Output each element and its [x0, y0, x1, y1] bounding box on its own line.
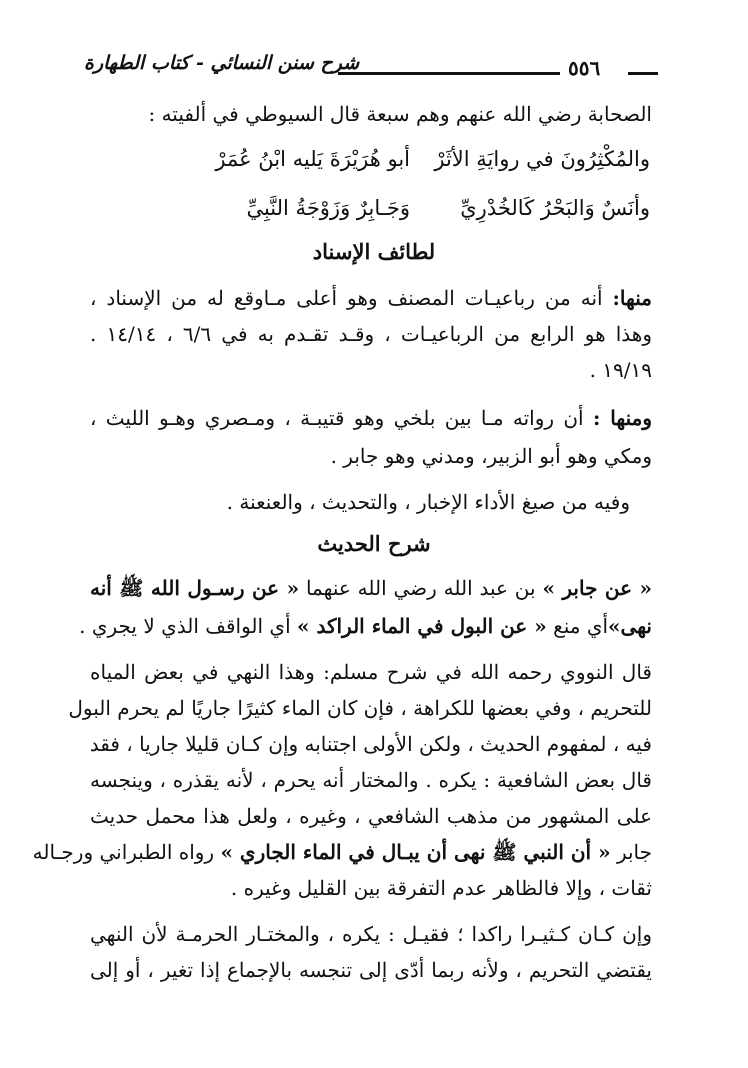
hadith-narrator: « عن جابر »	[542, 576, 653, 600]
hadith-matn: « عن البول في الماء الراكد »	[297, 614, 547, 638]
hadith-line2-text2: أي الواقف الذي لا يجري .	[79, 614, 291, 638]
p1-line1-text: أنه من رباعيـات المصنف وهو أعلى مـاوقع له من الإسناد ،	[90, 286, 603, 310]
hadith-naha: نهى»	[608, 614, 652, 638]
header-rule	[338, 72, 560, 75]
verse1-first-hemistich: والمُكْثِرُونَ في روايَةِ الأثَرْ	[434, 147, 650, 171]
hadith-line1	[90, 572, 652, 606]
verse2-second-hemistich: وَجَـابِرٌ وَزَوْجَةُ النَّبِيِّ	[246, 196, 410, 220]
nawawi-line6-pre: جابر	[616, 840, 652, 864]
section-heading-sharh: شرح الحديث	[317, 531, 431, 556]
nawawi-line4: قال بعض الشافعية : يكره . والمختار أنه يحرم ، لأنه يقذره ، وينجسه	[90, 768, 652, 792]
running-header-title: شرح سنن النسائي - كتاب الطهارة	[84, 52, 360, 74]
nawawi-line6-post: رواه الطبراني ورجـاله	[32, 840, 215, 864]
hadith-line1-quote: « عن رسـول الله ﷺ أنه	[90, 576, 300, 600]
nawawi-line1: قال النووي رحمه الله في شرح مسلم: وهذا النهي في بعض المياه	[90, 660, 652, 684]
p1-line2: وهذا هو الرابع من الرباعيـات ، وقـد تقـدم به في ٦/٦ ، ١٤/١٤ .	[90, 322, 652, 346]
p1-line3: ١٩/١٩ .	[589, 358, 652, 382]
p3-line: وفيه من صيغ الأداء الإخبار ، والتحديث ، والعنعنة .	[226, 490, 630, 514]
intro-line: الصحابة رضي الله عنهم وهم سبعة قال السيوطي في ألفيته :	[148, 102, 652, 126]
p2-label: ومنها :	[592, 406, 652, 430]
nawawi-hadith-quote: « أن النبي ﷺ نهى أن يبـال في الماء الجاري »	[220, 840, 611, 864]
p2-line1-text: أن رواته مـا بين بلخي وهو قتيبـة ، ومـصري وهـو الليث ،	[90, 406, 584, 430]
section-heading-isnad: لطائف الإسناد	[312, 239, 436, 264]
page-number-dash	[628, 72, 658, 75]
page-number: ٥٥٦	[568, 56, 601, 80]
nawawi-line2: للتحريم ، وفي بعضها للكراهة ، فإن كان الماء كثيرًا جاريًا لم يحرم البول	[68, 696, 652, 720]
p2-line1	[90, 402, 652, 436]
hadith-line2-text1: أي منع	[553, 614, 609, 638]
p1-label: منها:	[612, 286, 652, 310]
nawawi-line7: ثقات ، وإلا فالظاهر عدم التفرقة بين القليل وغيره .	[230, 876, 652, 900]
nawawi-line3: فيه ، لمفهوم الحديث ، ولكن الأولى اجتنابه وإن كـان قليلا جاريا ، فقد	[89, 732, 652, 756]
hadith-line1-text: بن عبد الله رضي الله عنهما	[305, 576, 536, 600]
nawawi-line5: على المشهور من مذهب الشافعي ، وغيره ، ولعل هذا محمل حديث	[90, 804, 652, 828]
verse1-second-hemistich: أبو هُرَيْرَةَ يَليه ابْنُ عُمَرْ	[215, 147, 410, 171]
nawawi-line6	[32, 836, 652, 870]
hadith-line2	[79, 610, 652, 644]
verse2-first-hemistich: وأنَسٌ وَالبَحْرُ كَالخُدْرِيِّ	[460, 196, 650, 220]
p1-line1	[90, 282, 652, 316]
final-line1: وإن كـان كـثيـرا راكدا ؛ فقيـل : يكره ، والمختـار الحرمـة لأن النهي	[90, 922, 652, 946]
p2-line2: ومكي وهو أبو الزبير، ومدني وهو جابر .	[330, 444, 652, 468]
final-line2: يقتضي التحريم ، ولأنه ربما أدّى إلى تنجسه بالإجماع إذا تغير ، أو إلى	[90, 958, 652, 982]
